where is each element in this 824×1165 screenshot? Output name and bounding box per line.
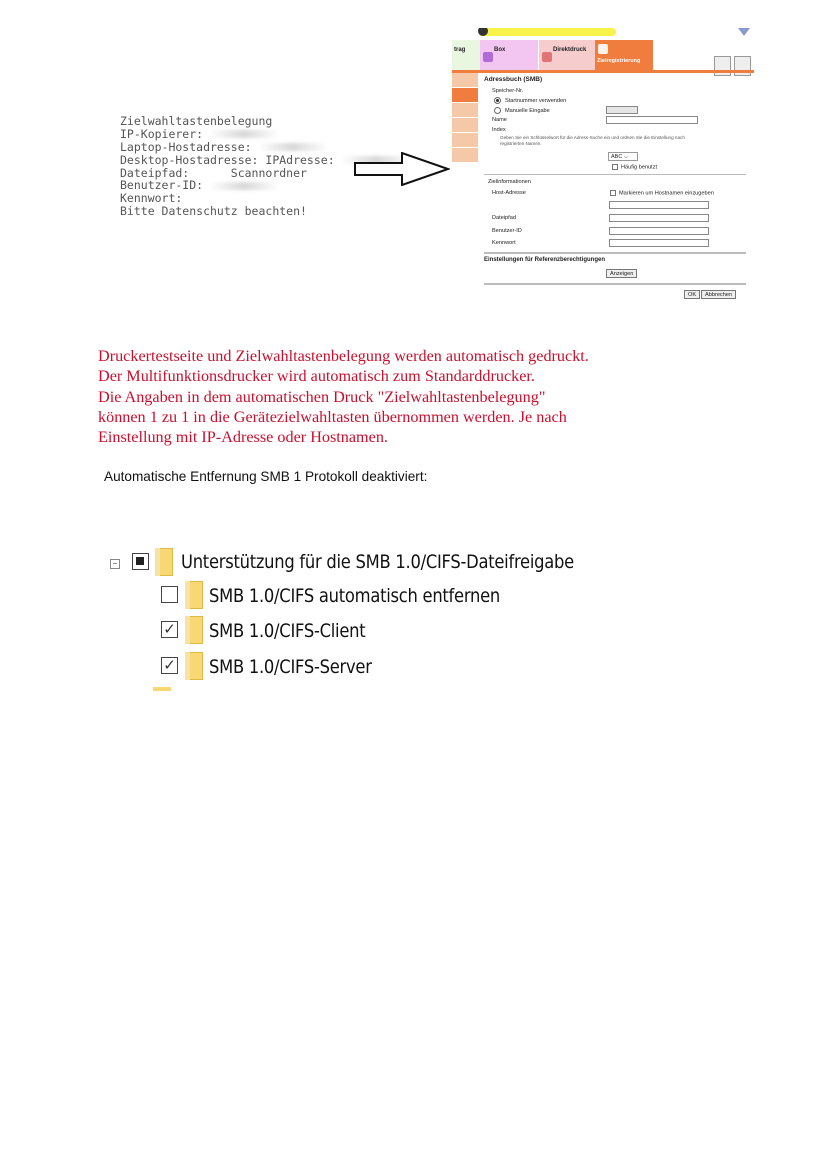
register-icon [598, 44, 608, 54]
printout-line: Benutzer-ID: [120, 178, 204, 193]
side-menu-item[interactable] [452, 103, 478, 118]
box-icon [483, 52, 493, 62]
cancel-button[interactable]: Abbrechen [701, 290, 736, 299]
folder-icon [185, 581, 203, 609]
printout-line: Kennwort: [120, 191, 183, 206]
feature-checkbox-parent[interactable] [132, 553, 149, 570]
toolbar-icons [714, 56, 750, 78]
userid-input[interactable] [609, 227, 709, 235]
name-input[interactable] [606, 116, 698, 124]
printout-line: IP-Kopierer: [120, 126, 204, 141]
redacted-value [209, 182, 279, 190]
folder-icon [153, 687, 171, 691]
collapse-icon[interactable]: – [110, 559, 120, 569]
feature-checkbox[interactable]: ✓ [161, 657, 178, 674]
side-menu-item[interactable] [452, 88, 478, 103]
folder-icon [185, 616, 203, 644]
printout-line: Dateipfad: Scannordner [120, 165, 307, 180]
printer-web-ui [452, 28, 754, 324]
kennwort-label: Kennwort [492, 240, 516, 246]
ref-section-label: Einstellungen für Referenzberechtigungen [484, 257, 606, 263]
radio-icon [494, 97, 501, 104]
index-label: Index [492, 127, 506, 133]
help-icon[interactable] [734, 56, 751, 76]
divider [484, 174, 746, 175]
host-checkbox[interactable]: Markieren um Hostnamen einzugeben [610, 190, 714, 196]
print-icon [542, 52, 552, 62]
host-label: Host-Adresse [492, 190, 526, 196]
red-instructions [98, 346, 589, 447]
tab-underline [452, 70, 754, 73]
printout-line: Laptop-Hostadresse: [120, 139, 252, 154]
ok-button[interactable]: OK [684, 290, 700, 299]
speicher-input[interactable] [606, 106, 638, 114]
instruction-line: Druckertestseite und Zielwahltastenbelegung werden automatisch gedruckt. [98, 347, 589, 365]
name-label: Name [492, 117, 507, 123]
printout-line: Desktop-Hostadresse: IPAdresse: [120, 152, 335, 167]
tab-box[interactable]: Box [480, 40, 538, 70]
host-input[interactable] [609, 201, 709, 209]
folder-icon [185, 652, 203, 680]
side-menu-item[interactable] [452, 118, 478, 133]
instruction-line: Der Multifunktionsdrucker wird automatisch zum Standarddrucker. [98, 367, 535, 386]
checkbox-icon [612, 164, 618, 170]
feature-label: SMB 1.0/CIFS automatisch entfernen [209, 585, 501, 607]
tab-zielregistrierung[interactable]: Zielregistrierung [595, 40, 653, 70]
side-menu-item[interactable] [452, 73, 478, 88]
feature-row-parent [110, 544, 574, 578]
logo-icon [478, 28, 488, 36]
feature-label: SMB 1.0/CIFS-Server [209, 656, 372, 678]
redacted-value [209, 130, 279, 138]
side-menu-item[interactable] [452, 133, 478, 148]
anzeigen-button[interactable]: Anzeigen [606, 269, 637, 278]
feature-row [110, 580, 530, 614]
speicher-label: Speicher-Nr. [492, 88, 524, 94]
refresh-icon[interactable] [714, 56, 731, 76]
index-hint: Geben Sie ein Schlüsselwort für die Adress-Suche ein und ordnen Sie die Einstellung nach [500, 135, 685, 140]
feature-checkbox[interactable] [161, 586, 178, 603]
pfad-input[interactable] [609, 214, 709, 222]
feature-row [110, 615, 530, 649]
instruction-line: Einstellung mit IP-Adresse oder Hostnamen. [98, 428, 388, 447]
printout-line: Bitte Datenschutz beachten! [120, 204, 307, 219]
dropdown-icon[interactable] [738, 28, 750, 36]
right-arrow-icon [354, 152, 450, 186]
folder-icon [155, 548, 173, 576]
haeufig-checkbox[interactable]: Häufig benutzt [612, 164, 657, 170]
radio-manual[interactable]: Manuelle Eingabe [494, 107, 550, 114]
feature-label: Unterstützung für die SMB 1.0/CIFS-Dateifreigabe [181, 551, 574, 573]
checkbox-icon [610, 190, 616, 196]
side-menu [452, 73, 478, 163]
feature-row [110, 651, 530, 685]
index-hint: registrierten Namen. [500, 141, 542, 146]
tab-direktdruck[interactable]: Direktdruck [539, 40, 595, 70]
top-banner [480, 28, 616, 36]
divider [484, 283, 746, 285]
index-select[interactable]: ABC ⌵ [608, 152, 638, 161]
divider [484, 252, 746, 254]
redacted-value [258, 143, 328, 151]
tab-bar [452, 40, 754, 70]
userid-label: Benutzer-ID [492, 228, 522, 234]
instruction-line: Die Angaben in dem automatischen Druck "Zielwahltastenbelegung" [98, 387, 546, 406]
form-title: Adressbuch (SMB) [484, 76, 543, 83]
side-menu-item[interactable] [452, 148, 478, 163]
radio-auto[interactable]: Startnummer verwenden [494, 97, 566, 104]
instruction-line: können 1 zu 1 in die Gerätezielwahltasten übernommen werden. Je nach [98, 407, 567, 426]
tab-auftrag[interactable]: trag [452, 40, 480, 70]
ziel-section-label: Zielinformationen [488, 179, 531, 185]
feature-checkbox[interactable]: ✓ [161, 621, 178, 638]
printout-line: Zielwahltastenbelegung [120, 114, 273, 128]
pfad-label: Dateipfad [492, 215, 516, 221]
smb-note: Automatische Entfernung SMB 1 Protokoll deaktiviert: [104, 469, 428, 484]
kennwort-input[interactable] [609, 239, 709, 247]
feature-label: SMB 1.0/CIFS-Client [209, 620, 366, 642]
radio-icon [494, 107, 501, 114]
